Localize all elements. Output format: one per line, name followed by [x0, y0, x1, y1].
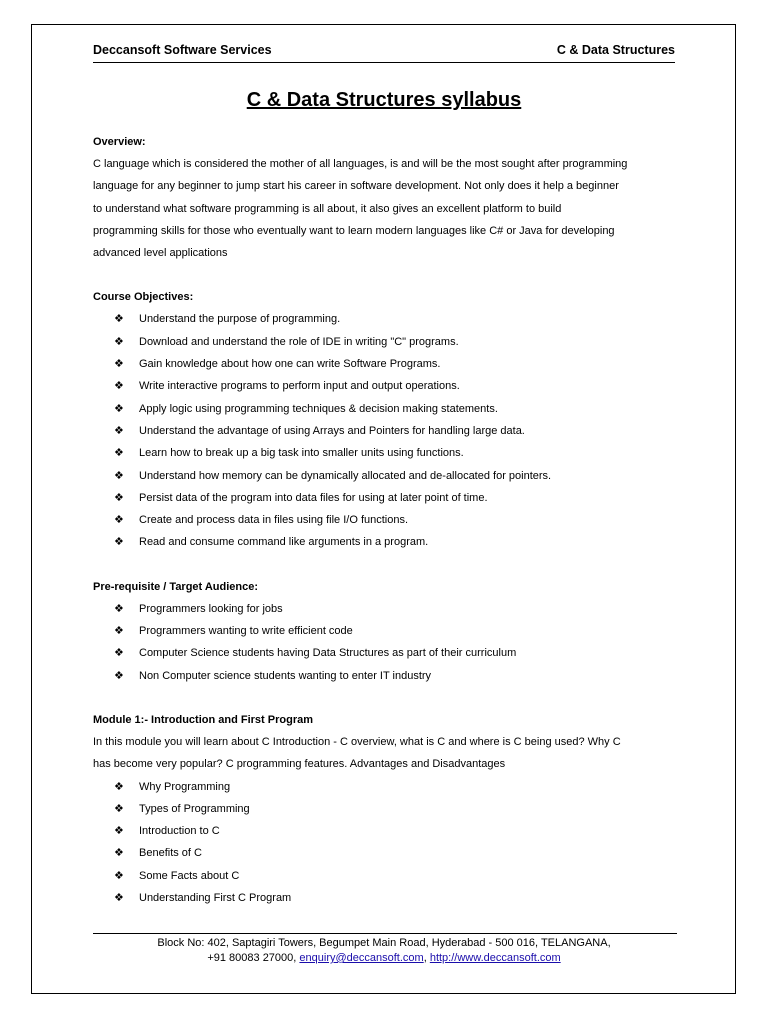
overview-line: C language which is considered the mother of all languages, is and will be the most sought after programming — [93, 158, 628, 170]
list-item: ❖ Learn how to break up a big task into smaller units using functions. — [93, 442, 683, 464]
page-footer — [0, 936, 768, 966]
header-course: C & Data Structures — [556, 43, 675, 57]
diamond-bullet-icon: ❖ — [114, 847, 124, 860]
list-item: ❖ Understand the advantage of using Arrays and Pointers for handling large data. — [93, 420, 683, 442]
list-item: ❖ Download and understand the role of IDE in writing "C" programs. — [93, 331, 683, 353]
header-company: Deccansoft Software Services — [93, 43, 272, 57]
overview-line: language for any beginner to jump start his career in software development. Not only does it help a beginner — [93, 180, 619, 193]
list-item: ❖ Types of Programming — [93, 798, 683, 820]
module1-heading: Module 1:- Introduction and First Program — [93, 713, 313, 726]
diamond-bullet-icon: ❖ — [114, 669, 124, 682]
list-item: ❖ Introduction to C — [93, 820, 683, 842]
diamond-bullet-icon: ❖ — [114, 602, 124, 615]
list-item: ❖ Write interactive programs to perform input and output operations. — [93, 375, 683, 397]
prerequisites-list — [93, 598, 683, 687]
page-header — [93, 42, 675, 63]
diamond-bullet-icon: ❖ — [114, 514, 124, 527]
overview-heading: Overview: — [93, 136, 146, 148]
diamond-bullet-icon: ❖ — [114, 869, 124, 882]
diamond-bullet-icon: ❖ — [114, 335, 124, 348]
list-item: ❖ Gain knowledge about how one can write Software Programs. — [93, 353, 683, 375]
page-title: C & Data Structures syllabus — [246, 89, 522, 111]
prerequisites-heading: Pre-requisite / Target Audience: — [93, 580, 259, 593]
diamond-bullet-icon: ❖ — [114, 802, 124, 815]
list-item: ❖ Some Facts about C — [93, 865, 683, 887]
list-item: ❖ Benefits of C — [93, 842, 683, 864]
module1-line: has become very popular? C programming features. Advantages and Disadvantages — [93, 758, 506, 771]
diamond-bullet-icon: ❖ — [114, 825, 124, 838]
list-item: ❖ Programmers looking for jobs — [93, 598, 683, 620]
list-item: ❖ Non Computer science students wanting to enter IT industry — [93, 665, 683, 687]
email-link[interactable]: enquiry@deccansoft.com — [299, 952, 424, 964]
list-item: ❖ Programmers wanting to write efficient code — [93, 620, 683, 642]
list-item: ❖ Why Programming — [93, 776, 683, 798]
module1-list — [93, 776, 683, 910]
diamond-bullet-icon: ❖ — [114, 892, 124, 905]
footer-contact — [0, 951, 768, 966]
list-item: ❖ Computer Science students having Data Structures as part of their curriculum — [93, 642, 683, 664]
diamond-bullet-icon: ❖ — [114, 358, 124, 371]
diamond-bullet-icon: ❖ — [114, 313, 124, 326]
diamond-bullet-icon: ❖ — [114, 625, 124, 638]
footer-phone: +91 80083 27000, — [207, 952, 297, 964]
list-item: ❖ Understand how memory can be dynamically allocated and de-allocated for pointers. — [93, 465, 683, 487]
diamond-bullet-icon: ❖ — [114, 536, 124, 549]
diamond-bullet-icon: ❖ — [114, 491, 124, 504]
diamond-bullet-icon: ❖ — [114, 447, 124, 460]
diamond-bullet-icon: ❖ — [114, 469, 124, 482]
overview-line: programming skills for those who eventually want to learn modern languages like C# or Java for developing — [93, 224, 615, 237]
list-item: ❖ Create and process data in files using file I/O functions. — [93, 509, 683, 531]
overview-line: to understand what software programming is all about, it also gives an excellent platform to build — [93, 202, 562, 215]
footer-divider — [93, 933, 677, 934]
list-item: ❖ Persist data of the program into data files for using at later point of time. — [93, 487, 683, 509]
list-item: ❖ Apply logic using programming techniques & decision making statements. — [93, 398, 683, 420]
objectives-list — [93, 308, 683, 553]
diamond-bullet-icon: ❖ — [114, 647, 124, 660]
footer-separator: , — [423, 952, 427, 964]
footer-address: Block No: 402, Saptagiri Towers, Begumpet Main Road, Hyderabad - 500 016, TELANGANA, — [157, 937, 611, 949]
list-item: ❖ Understanding First C Program — [93, 887, 683, 909]
module1-line: In this module you will learn about C Introduction - C overview, what is C and where is C being used? Why C — [93, 735, 621, 748]
diamond-bullet-icon: ❖ — [114, 380, 124, 393]
document-body — [93, 131, 683, 909]
objectives-heading: Course Objectives: — [93, 291, 194, 304]
diamond-bullet-icon: ❖ — [114, 780, 124, 793]
website-link[interactable]: http://www.deccansoft.com — [429, 952, 561, 964]
overview-line: advanced level applications — [93, 247, 228, 260]
diamond-bullet-icon: ❖ — [114, 402, 124, 415]
list-item: ❖ Read and consume command like arguments in a program. — [93, 531, 683, 553]
diamond-bullet-icon: ❖ — [114, 424, 124, 437]
list-item: ❖ Understand the purpose of programming. — [93, 308, 683, 330]
